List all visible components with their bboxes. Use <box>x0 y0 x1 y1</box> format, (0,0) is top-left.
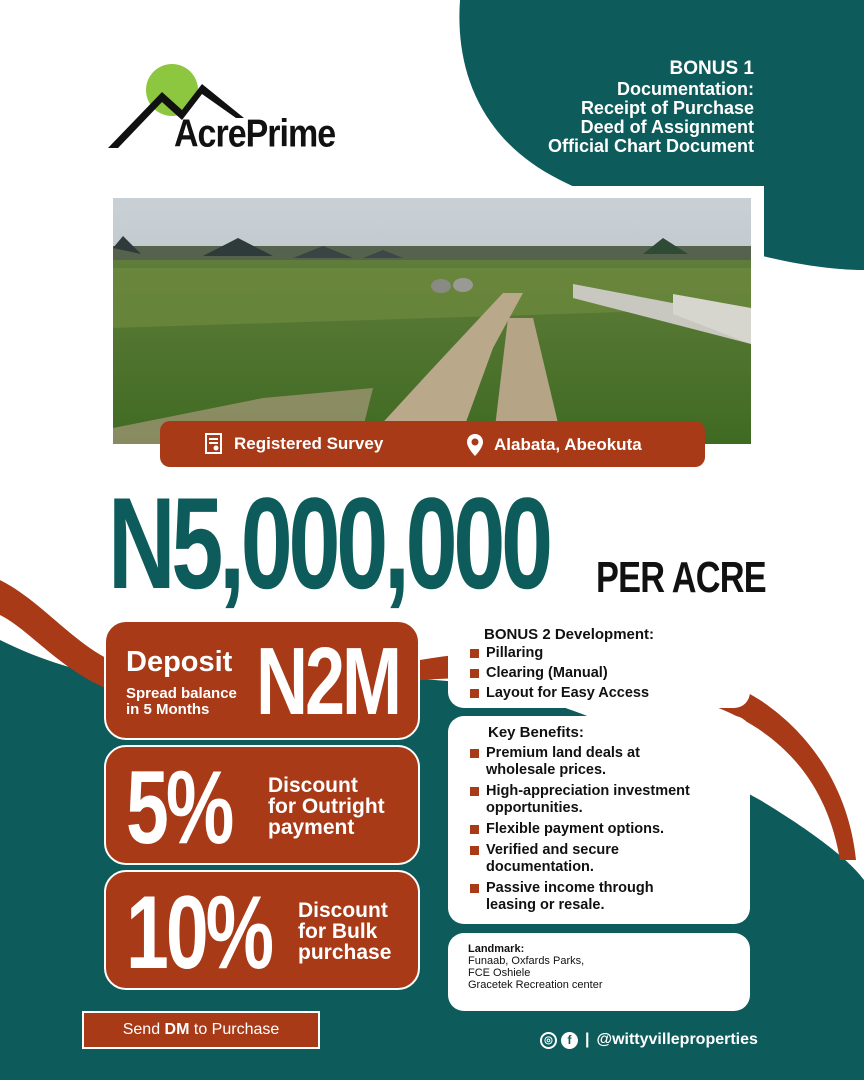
instagram-icon: ◎ <box>540 1032 557 1049</box>
facebook-icon: f <box>561 1032 578 1049</box>
list-item <box>470 745 690 779</box>
landmark-line: Gracetek Recreation center <box>468 979 603 991</box>
benefits-list <box>470 745 690 914</box>
deposit-offer <box>104 620 420 740</box>
list-item: Clearing (Manual) <box>470 665 649 682</box>
deposit-subtext-line: Spread balance <box>126 685 237 702</box>
benefits-card <box>448 716 750 924</box>
bonus1-line: Documentation: <box>617 79 754 99</box>
bulk-discount-offer <box>104 870 420 990</box>
list-item-line: wholesale prices. <box>486 762 607 778</box>
price-unit: PER ACRE <box>596 553 766 602</box>
bulk-text-line: purchase <box>298 941 392 964</box>
bonus2-title: BONUS 2 Development: <box>484 626 655 643</box>
list-item-line: High-appreciation investment <box>486 783 690 799</box>
landmark-line: FCE Oshiele <box>468 967 531 979</box>
list-item-line: opportunities. <box>486 800 583 816</box>
list-item <box>470 880 690 914</box>
list-item-line: Flexible payment options. <box>486 821 665 837</box>
land-photo <box>113 198 751 444</box>
list-item <box>470 783 690 817</box>
cta-prefix: Send <box>122 1021 165 1038</box>
price-amount: N5,000,000 <box>108 470 549 616</box>
list-item <box>470 821 690 838</box>
landmark-line: Funaab, Oxfards Parks, <box>468 955 585 967</box>
list-item: Pillaring <box>470 645 649 662</box>
bonus2-list <box>470 645 649 702</box>
outright-text <box>268 775 385 838</box>
bonus2-card <box>448 620 750 708</box>
list-item: Layout for Easy Access <box>470 685 649 702</box>
outright-percent: 5% <box>126 750 232 865</box>
map-pin-icon <box>466 433 484 457</box>
list-item-line: Premium land deals at <box>486 745 640 761</box>
bulk-text <box>298 900 391 963</box>
list-item <box>470 842 690 876</box>
survey-label: Registered Survey <box>234 434 384 453</box>
list-item-line: Passive income through <box>486 880 654 896</box>
landmark-block <box>468 943 603 991</box>
benefits-title: Key Benefits: <box>488 724 584 741</box>
cta-bold: DM <box>164 1021 190 1038</box>
document-icon <box>204 433 224 455</box>
social-handle-text: @wittyvilleproperties <box>596 1031 758 1048</box>
bulk-text-line: Discount <box>298 899 388 922</box>
deposit-subtext-line: in 5 Months <box>126 701 210 718</box>
outright-text-line: for Outright <box>268 795 385 818</box>
deposit-amount: N2M <box>256 628 400 735</box>
list-item-line: documentation. <box>486 859 594 875</box>
outright-discount-offer <box>104 745 420 865</box>
deposit-label: Deposit <box>126 646 233 678</box>
location-item <box>466 433 642 457</box>
bulk-percent: 10% <box>126 875 272 990</box>
location-label: Alabata, Abeokuta <box>494 435 642 454</box>
social-separator: | <box>585 1031 590 1048</box>
bonus1-line: Deed of Assignment <box>580 117 754 137</box>
bonus1-line: Receipt of Purchase <box>580 98 754 118</box>
landmark-title: Landmark: <box>468 943 525 955</box>
list-item-line: leasing or resale. <box>486 897 605 913</box>
send-dm-button[interactable] <box>82 1011 320 1049</box>
brand-name: AcrePrime <box>174 112 336 156</box>
bulk-text-line: for Bulk <box>298 920 378 943</box>
survey-item <box>204 433 383 455</box>
outright-text-line: Discount <box>268 774 358 797</box>
bonus1-title: BONUS 1 <box>669 58 754 79</box>
outright-text-line: payment <box>268 816 355 839</box>
cta-suffix: to Purchase <box>189 1021 280 1038</box>
social-handle[interactable] <box>540 1031 758 1049</box>
bonus1-block <box>548 58 754 156</box>
list-item-line: Verified and secure <box>486 842 619 858</box>
bonus1-line: Official Chart Document <box>547 136 754 156</box>
deposit-subtext <box>126 686 237 718</box>
info-bar <box>160 421 705 467</box>
landmark-card <box>448 933 750 1011</box>
